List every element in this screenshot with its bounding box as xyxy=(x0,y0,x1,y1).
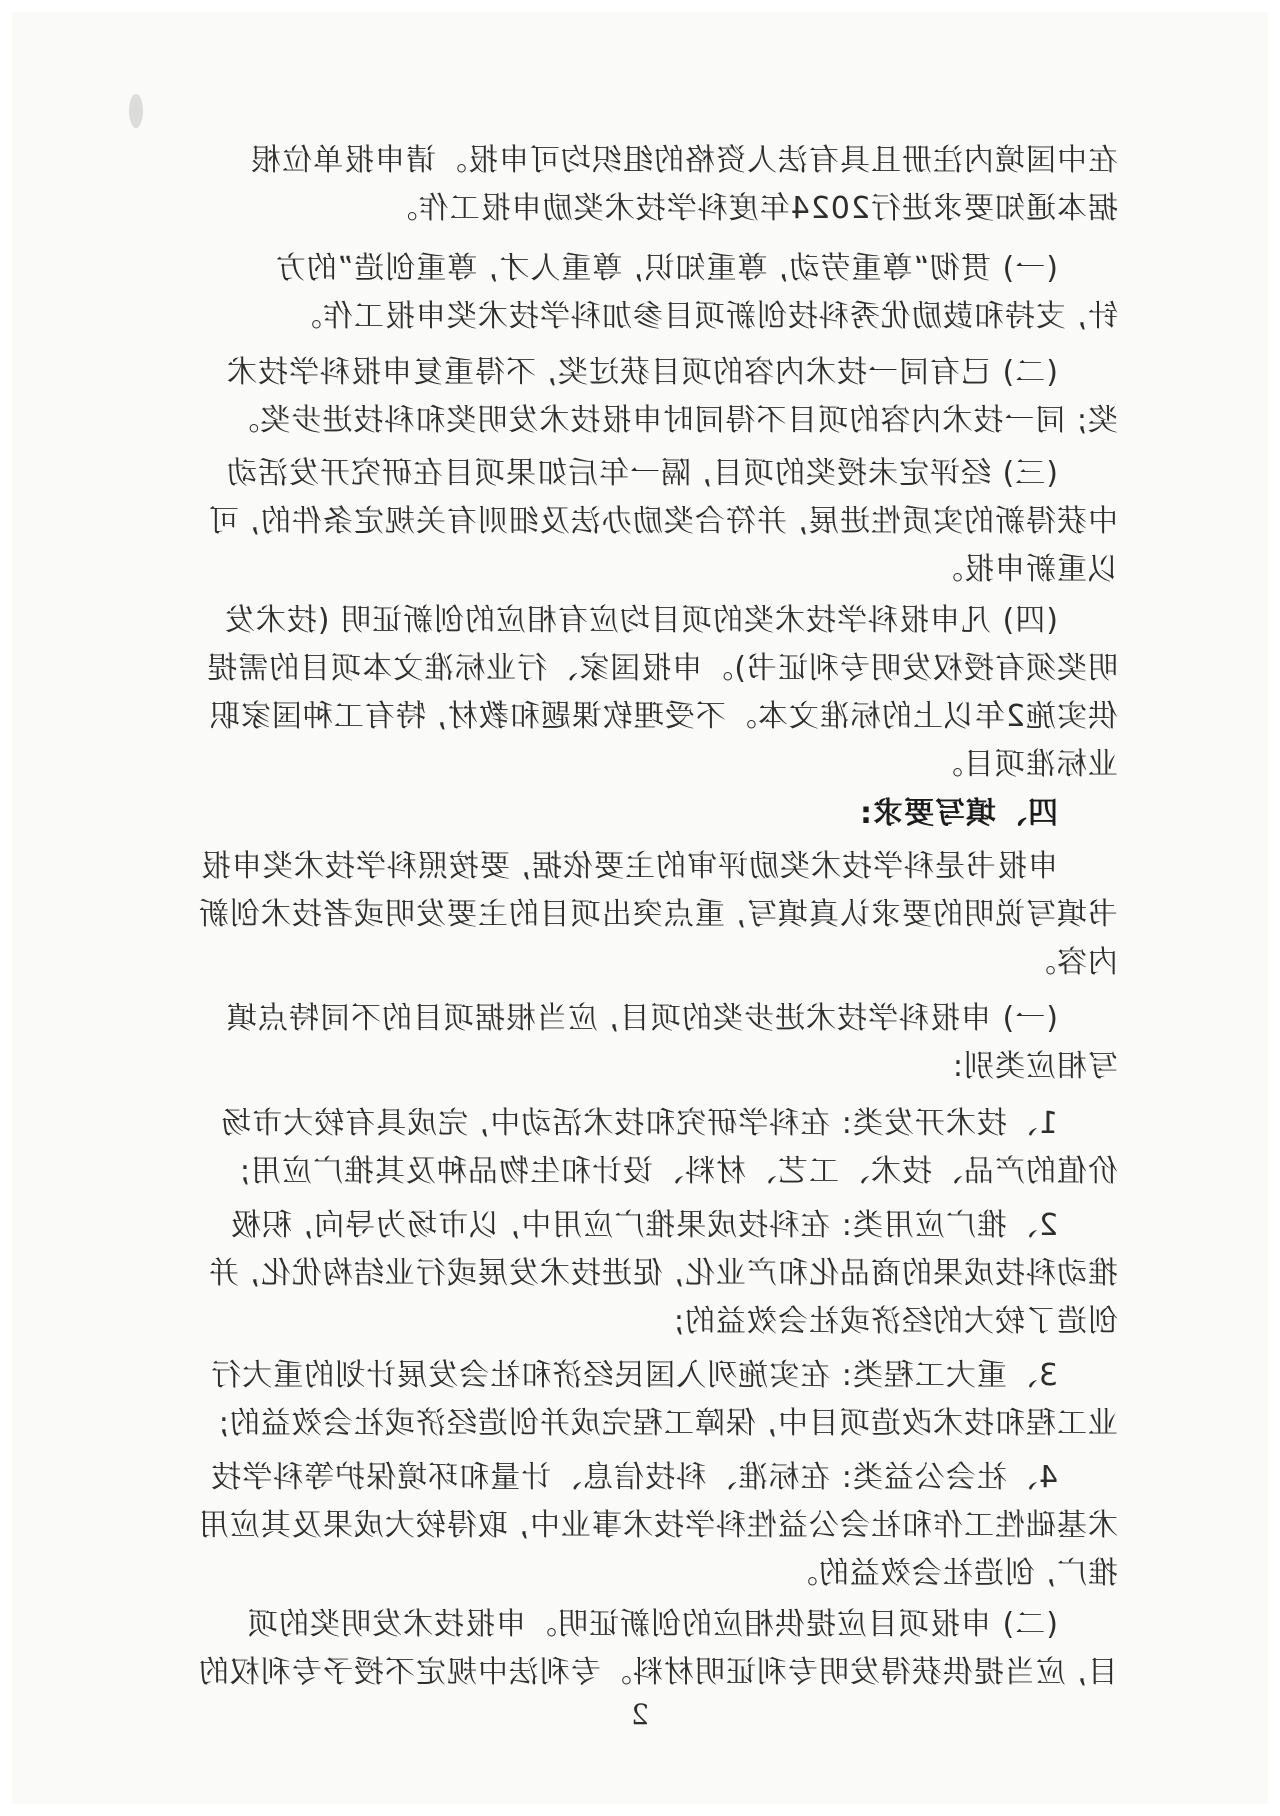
text-line: 术基础性工作和社会公益性科学技术事业中, 取得较大成果及其应用 xyxy=(197,1508,1118,1543)
text-line: 3、重大工程类: 在实施列入国民经济和社会发展计划的重大行 xyxy=(210,1358,1058,1393)
text-line: 内容。 xyxy=(1025,945,1118,980)
text-line: 以重新申报。 xyxy=(932,552,1118,587)
text-line: 2、推广应用类: 在科技成果推广应用中, 以市场为导向, 积极 xyxy=(230,1208,1058,1243)
text-line: (一) 贯彻“尊重劳动, 尊重知识, 尊重人才, 尊重创造”的方 xyxy=(274,251,1058,286)
text-line: 针, 支持和鼓励优秀科技创新项目参加科学技术奖申报工作。 xyxy=(290,299,1118,334)
scanned-page xyxy=(12,12,1268,1804)
text-line: (二) 已有同一技术内容的项目获过奖, 不得重复申报科学技术 xyxy=(225,355,1058,390)
text-line: 推动科技成果的商品化和产业化, 促进技术发展或行业结构优化, 并 xyxy=(207,1256,1118,1291)
text-line: (二) 申报项目应提供相应的创新证明。申报技术发明奖的项 xyxy=(247,1607,1058,1642)
text-line: (一) 申报科学技术进步奖的项目, 应当根据项目的不同特点填 xyxy=(225,1001,1058,1036)
scan-smudge xyxy=(129,94,143,128)
mirrored-text-block xyxy=(12,12,1268,1804)
text-line: 价值的产品、技术、工艺、材料、设计和生物品种及其推广应用; xyxy=(238,1154,1118,1189)
page-number: 2 xyxy=(631,1698,649,1731)
text-line: 业标准项目。 xyxy=(932,747,1118,782)
text-line: 写相应类别: xyxy=(951,1049,1118,1084)
text-line: 申报书是科学技术奖励评审的主要依据, 要按照科学技术奖申报 xyxy=(199,849,1058,884)
text-line: 奖; 同一技术内容的项目不得同时申报技术发明奖和科技进步奖。 xyxy=(228,403,1118,438)
text-line: 业工程和技术改造项目中, 保障工程完成并创造经济或社会效益的; xyxy=(217,1406,1118,1441)
text-line: 目, 应当提供获得发明专利证明材料。专利法中规定不授予专利权的 xyxy=(197,1655,1118,1690)
text-line: (四) 凡申报科学技术奖的项目均应有相应的创新证明 (技术发 xyxy=(223,603,1058,638)
text-line: 在中国境内注册且具有法人资格的组织均可申报。请申报单位根 xyxy=(250,143,1118,178)
text-line: 据本通知要求进行2024年度科学技术奖励申报工作。 xyxy=(386,191,1118,226)
text-line: 推广, 创造社会效益的。 xyxy=(786,1556,1118,1591)
text-line: 创造了较大的经济或社会效益的; xyxy=(672,1304,1118,1339)
section-heading: 四、填写要求: xyxy=(859,796,1058,831)
text-line: 4、社会公益类: 在标准、科技信息、计量和环境保护等科学技 xyxy=(210,1460,1058,1495)
text-line: 明奖须有授权发明专利证书)。申报国家、行业标准文本项目的需提 xyxy=(206,651,1118,686)
text-line: 1、技术开发类: 在科学研究和技术活动中, 完成具有较大市场 xyxy=(220,1106,1058,1141)
text-line: 书填写说明的要求认真填写, 重点突出项目的主要发明或者技术创新 xyxy=(197,897,1118,932)
text-line: 中获得新的实质性进展, 并符合奖励办法及细则有关规定条件的, 可 xyxy=(207,504,1118,539)
text-line: 供实施2年以上的标准文本。不受理软课题和教材, 特有工种国家职 xyxy=(208,699,1118,734)
text-line: (三) 经评定未授奖的项目, 隔一年后如果项目在研究开发活动 xyxy=(225,456,1058,491)
